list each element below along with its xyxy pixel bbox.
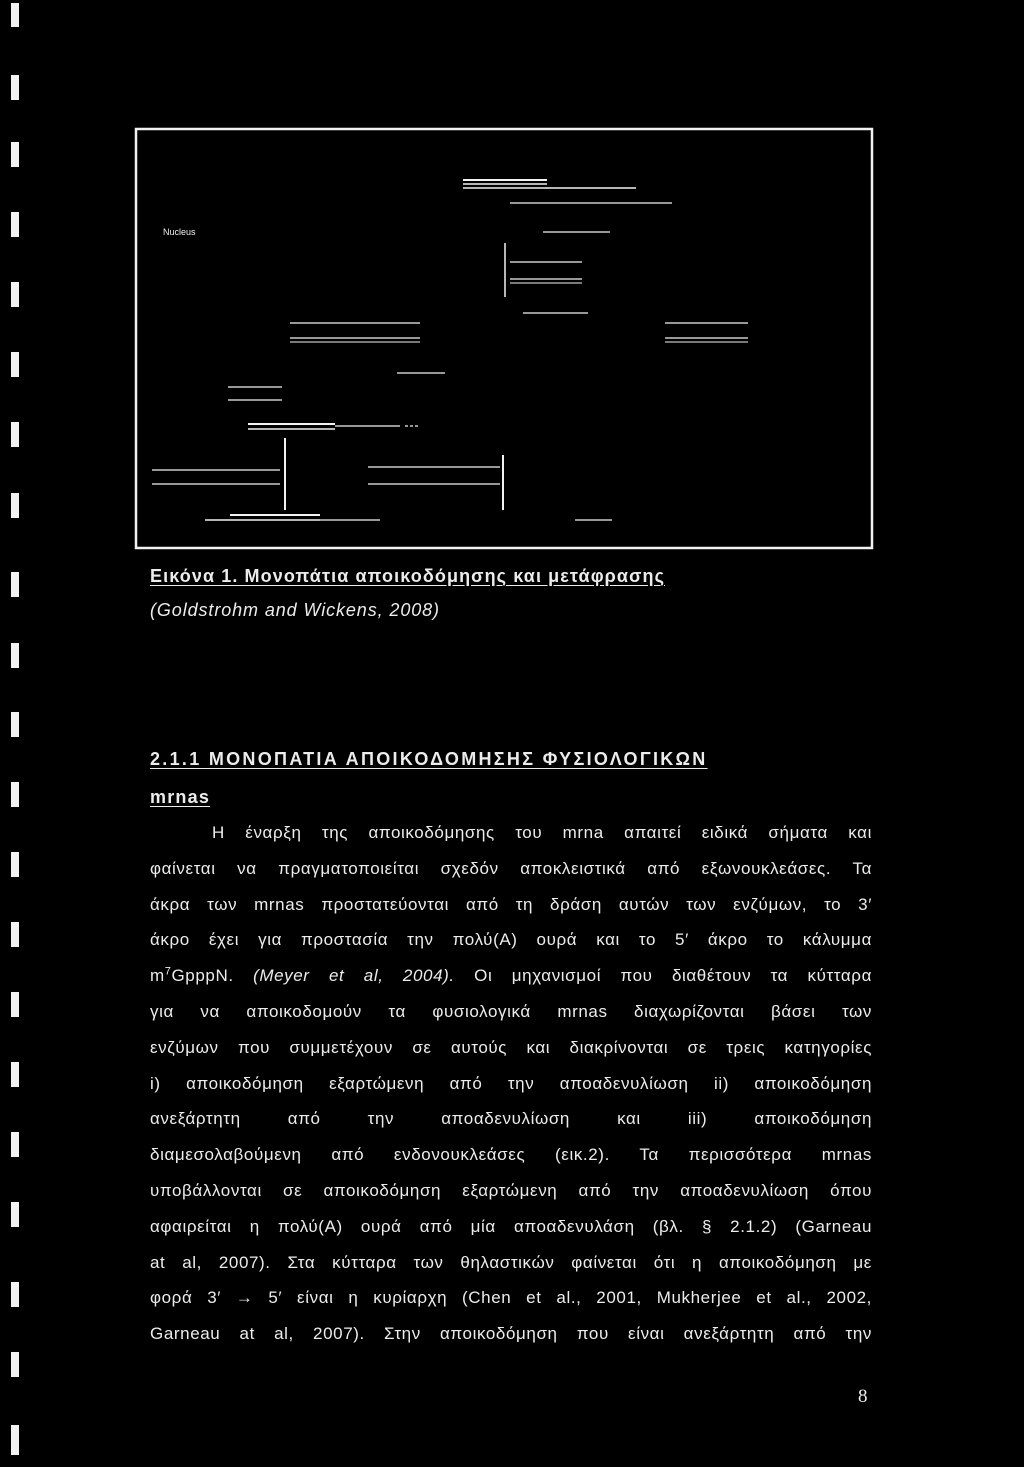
figure-label-nucleus: Nucleus xyxy=(163,227,196,237)
figure-caption-title: Εικόνα 1. Μονοπάτια αποικοδόμησης και μετάφρασης xyxy=(150,566,666,586)
paragraph-line: Garneau at al, 2007). Στην αποικοδόμηση που είναι ανεξάρτητη από την xyxy=(150,1324,872,1344)
paragraph-line: υποβάλλονται σε αποικοδόμηση εξαρτώμενη από την αποαδενυλίωση όπου xyxy=(150,1180,872,1200)
paragraph-line: άκρο έχει για προστασία την πολύ(Α) ουρά και το 5′ άκρο το κάλυμμα xyxy=(150,930,872,950)
paragraph-line: at al, 2007). Στα κύτταρα των θηλαστικών φαίνεται ότι η αποικοδόμηση με xyxy=(150,1252,872,1272)
paragraph-line: φορά 3′ → 5′ είναι η κυρίαρχη (Chen et al., 2001, Mukherjee et al., 2002, xyxy=(150,1288,872,1308)
cap-superscript: 7 xyxy=(164,965,172,978)
paragraph-line: ανεξάρτητη από την αποαδενυλίωση και iii) αποικοδόμηση xyxy=(150,1109,872,1129)
paragraph-line: i) αποικοδόμηση εξαρτώμενη από την αποαδενυλίωση ii) αποικοδόμηση xyxy=(150,1073,872,1093)
binding-marks xyxy=(11,3,19,1455)
citation-meyer: (Meyer et al, 2004). xyxy=(253,966,455,986)
body-paragraph xyxy=(150,815,872,1352)
paragraph-line: αφαιρείται η πολύ(Α) ουρά από μία αποαδενυλάση (βλ. § 2.1.2) (Garneau xyxy=(150,1216,872,1236)
paragraph-line: άκρα των mrnas προστατεύονται από τη δράση αυτών των ενζύμων, το 3′ xyxy=(150,894,872,914)
cap-structure: GpppN. xyxy=(171,966,254,986)
paragraph-line: Η έναρξη της αποικοδόμησης του mrna απαιτεί ειδικά σήματα και xyxy=(212,823,872,842)
paragraph-line-cap-citation xyxy=(150,958,872,994)
line-rest: Οι μηχανισμοί που διαθέτουν τα κύτταρα xyxy=(454,966,872,986)
figure-diagram xyxy=(152,180,748,520)
paragraph-line: διαμεσολαβούμενη από ενδονουκλεάσες (εικ.2). Τα περισσότερα mrnas xyxy=(150,1145,872,1165)
paragraph-line: για να αποικοδομούν τα φυσιολογικά mrnas διαχωρίζονται βάσει των xyxy=(150,1001,872,1021)
section-heading: 2.1.1 ΜΟΝΟΠΑΤΙΑ ΑΠΟΙΚΟΔΟΜΗΣΗΣ ΦΥΣΙΟΛΟΓΙΚΩΝ xyxy=(150,749,708,769)
paragraph-line: φαίνεται να πραγματοποιείται σχεδόν αποκλειστικά από εξωνουκλεάσες. Τα xyxy=(150,858,872,878)
section-heading-continued: mrnas xyxy=(150,787,211,807)
paragraph-line: ενζύμων που συμμετέχουν σε αυτούς και διακρίνονται σε τρεις κατηγορίες xyxy=(150,1037,872,1057)
page-number: 8 xyxy=(858,1386,868,1407)
figure-caption-source: (Goldstrohm and Wickens, 2008) xyxy=(150,600,440,620)
cap-m: m xyxy=(150,966,165,986)
